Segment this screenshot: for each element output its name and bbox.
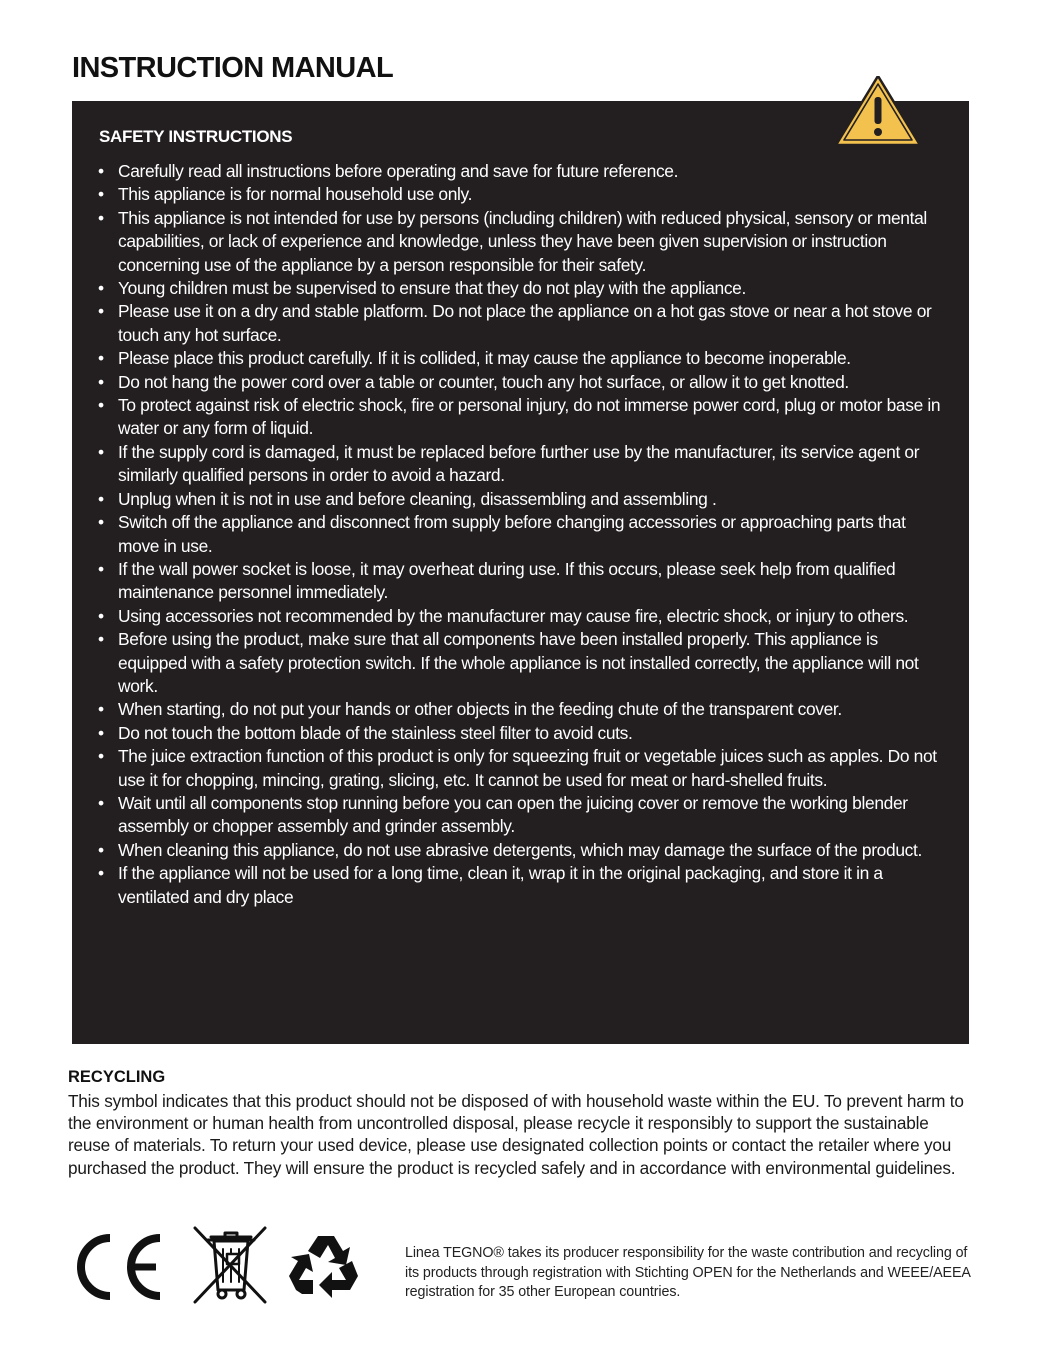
safety-item: • Using accessories not recommended by the manufacturer may cause fire, electric shock, or injury to others. — [96, 605, 946, 628]
safety-item: • When cleaning this appliance, do not use abrasive detergents, which may damage the surface of the product. — [96, 839, 946, 862]
safety-heading: SAFETY INSTRUCTIONS — [99, 127, 293, 146]
safety-item: • Unplug when it is not in use and before cleaning, disassembling and assembling . — [96, 488, 946, 511]
safety-item: • The juice extraction function of this product is only for squeezing fruit or vegetable juices such as apples. Do not use it for chopping, mincing, grating, slicing, etc. It cannot be used for meat or hard-shelled fruits. — [96, 745, 946, 792]
safety-item: • Please place this product carefully. If it is collided, it may cause the appliance to become inoperable. — [96, 347, 946, 370]
safety-item: • If the appliance will not be used for a long time, clean it, wrap it in the original packaging, and store it in a ventilated and dry place — [96, 862, 946, 909]
warning-triangle-icon — [835, 76, 949, 148]
safety-list — [96, 160, 946, 909]
safety-item: • Before using the product, make sure that all components have been installed properly. This appliance is equipped with a safety protection switch. If the whole appliance is not installed correctly, the appliance will not work. — [96, 628, 946, 698]
recycle-icon — [288, 1232, 364, 1304]
recycling-text: This symbol indicates that this product should not be disposed of with household waste within the EU. To prevent harm to the environment or human health from uncontrolled disposal, please recycle it responsibly to support the sustainable reuse of materials. To return your used device, please use designated collection points or contact the retailer where you purchased the product. They will ensure the product is recycled safely and in accordance with environmental guidelines. — [68, 1091, 964, 1178]
safety-item: • Do not hang the power cord over a table or counter, touch any hot surface, or allow it to get knotted. — [96, 371, 946, 394]
page-title: INSTRUCTION MANUAL — [72, 52, 394, 84]
safety-item: • When starting, do not put your hands or other objects in the feeding chute of the transparent cover. — [96, 698, 946, 721]
crossed-out-bin-icon — [189, 1224, 271, 1306]
safety-item: • Please use it on a dry and stable platform. Do not place the appliance on a hot gas stove or near a hot stove or touch any hot surface. — [96, 300, 946, 347]
safety-item: • Switch off the appliance and disconnect from supply before changing accessories or approaching parts that move in use. — [96, 511, 946, 558]
safety-item: • Carefully read all instructions before operating and save for future reference. — [96, 160, 946, 183]
safety-item: • Young children must be supervised to ensure that they do not play with the appliance. — [96, 277, 946, 300]
safety-item: • Wait until all components stop running before you can open the juicing cover or remove the working blender assembly or chopper assembly and grinder assembly. — [96, 792, 946, 839]
safety-instructions-panel — [72, 101, 969, 1044]
safety-item: • Do not touch the bottom blade of the stainless steel filter to avoid cuts. — [96, 722, 946, 745]
safety-item: • To protect against risk of electric shock, fire or personal injury, do not immerse power cord, plug or motor base in water or any form of liquid. — [96, 394, 946, 441]
safety-item: • If the supply cord is damaged, it must be replaced before further use by the manufacturer, its service agent or similarly qualified persons in order to avoid a hazard. — [96, 441, 946, 488]
recycling-heading: RECYCLING — [68, 1068, 166, 1086]
safety-item: • This appliance is for normal household use only. — [96, 183, 946, 206]
ce-mark-icon — [70, 1232, 166, 1302]
producer-note: Linea TEGNO® takes its producer responsibility for the waste contribution and recycling of its products through registration with Stichting OPEN for the Netherlands and WEEE/AEEA registration for 35 other European countries. — [405, 1245, 971, 1301]
safety-item: • This appliance is not intended for use by persons (including children) with reduced physical, sensory or mental capabilities, or lack of experience and knowledge, unless they have been given supervision or instruction concerning use of the appliance by a person responsible for their safety. — [96, 207, 946, 277]
safety-item: • If the wall power socket is loose, it may overheat during use. If this occurs, please seek help from qualified maintenance personnel immediately. — [96, 558, 946, 605]
